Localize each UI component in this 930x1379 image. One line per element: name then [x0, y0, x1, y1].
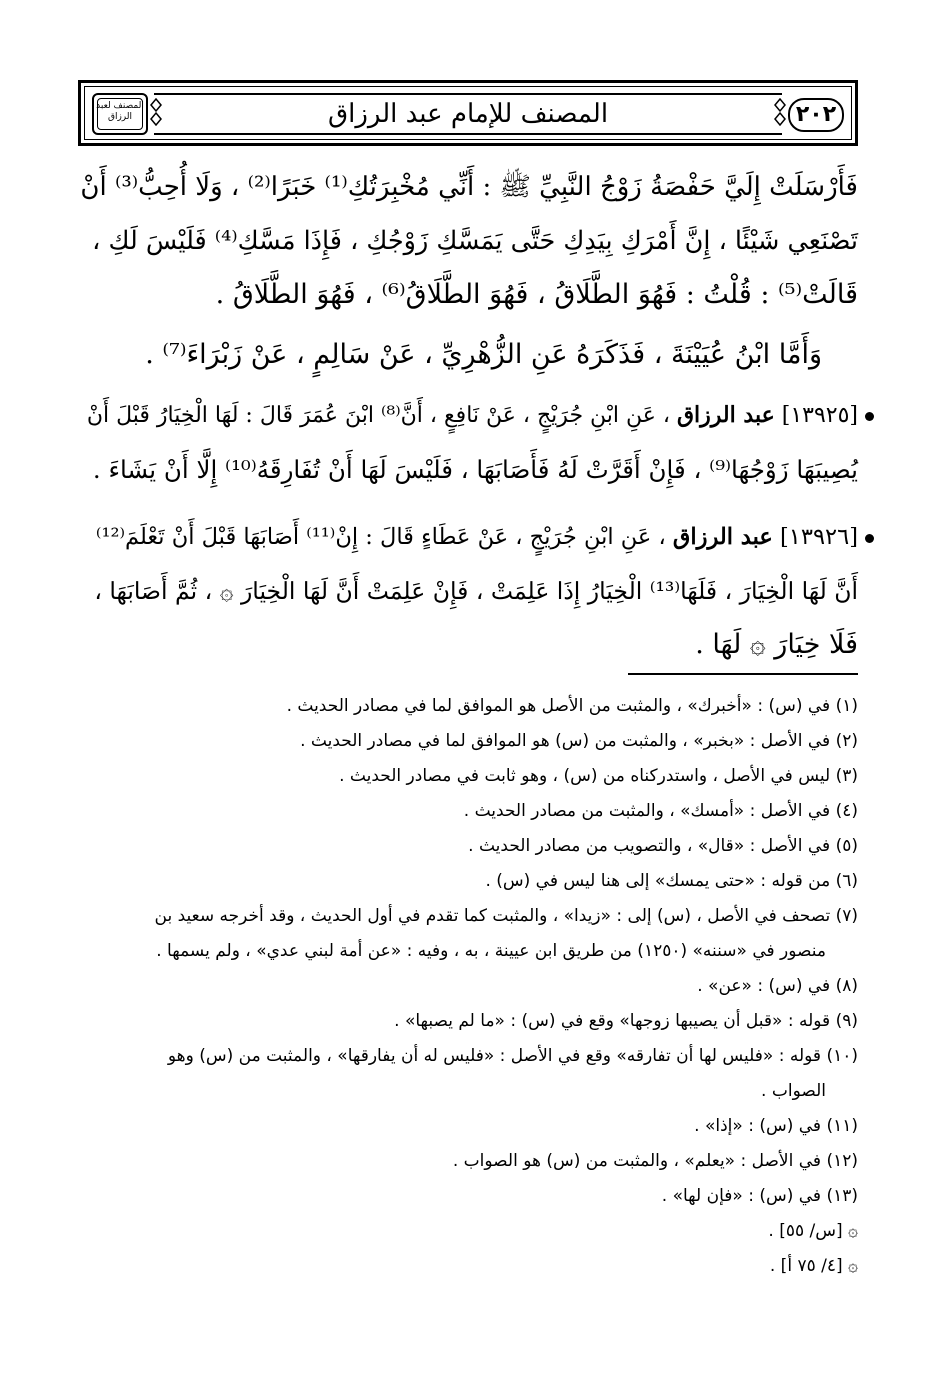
- text-line: ، عَنِ ابْنِ جُرَيْجٍ ، عَنْ عَطَاءٍ قَالَ : إِنْ⁽¹¹⁾ أَصَابَهَا قَبْلَ أَنْ تَعْلَمَ⁽¹²⁾: [95, 524, 666, 550]
- hadith-author: عبد الرزاق: [676, 402, 775, 428]
- text-line: فَلَا خِيَارَ ۞ لَهَا .: [695, 629, 858, 660]
- footnote: (٧) تصحف في الأصل ، (س) إلى : «زيدا» ، والمثبت كما تقدم في أول الحديث ، وقد أخرجه سعيد بن: [154, 906, 858, 926]
- page-header: [78, 80, 858, 146]
- footnote-separator: [628, 673, 858, 675]
- page-title: المصنف للإمام عبد الرزاق: [327, 99, 609, 129]
- book-seal: [92, 93, 148, 135]
- text-line: يُصِيبَهَا زَوْجُهَا⁽⁹⁾ ، فَإِنْ أَقَرَّتْ لَهُ فَأَصَابَهَا ، فَلَيْسَ لَهَا أَنْ تُفَارِقَهُ⁽¹⁰⁾ إِلَّا أَنْ يَشَاءَ .: [92, 455, 858, 484]
- hadith-bullet-icon: [865, 412, 874, 421]
- footnote: (٨) في (س) : «عن» .: [697, 976, 858, 996]
- header-title-band: [154, 93, 782, 135]
- footnote: (٥) في الأصل : «قال» ، والتصويب من مصادر الحديث .: [468, 836, 858, 856]
- text-line: ، عَنِ ابْنِ جُرَيْجٍ ، عَنْ نَافِعٍ ، أَنَّ⁽⁸⁾ ابْنَ عُمَرَ قَالَ : لَهَا الْخِيَارُ قَبْلَ أَنْ: [86, 403, 670, 428]
- footnote: (٣) ليس في الأصل ، واستدركناه من (س) ، وهو ثابت في مصادر الحديث .: [339, 766, 858, 786]
- text-line: وَأَمَّا ابْنُ عُيَيْنَةَ ، فَذَكَرَهُ عَنِ الزُّهْرِيِّ ، عَنْ سَالِمٍ ، عَنْ زَبْرَاءَ⁽⁷⁾ .: [145, 339, 822, 370]
- hadith-number: [١٣٩٢٥]: [781, 403, 858, 428]
- hadith-13926: [80, 510, 858, 672]
- footnote: (٢) في الأصل : «بخبر» ، والمثبت من (س) هو الموافق لما في مصادر الحديث .: [300, 731, 858, 751]
- page-number: ٢٠٢: [788, 98, 844, 132]
- footnote-continuation: منصور في «سننه» (١٢٥٠) من طريق ابن عيينة ، به ، وفيه : «عن أمة لبني عدي» ، ولم يسمها .: [156, 941, 826, 961]
- footnote: (٦) من قوله : «حتى يمسك» إلى هنا ليس في (س) .: [485, 871, 858, 891]
- hadith-first-line: [80, 510, 858, 564]
- footnote-continuation: الصواب .: [761, 1081, 826, 1101]
- hadith-13925: [80, 388, 858, 497]
- text-line: قَالَتْ⁽⁵⁾ : قُلْتُ : فَهُوَ الطَّلَاقُ ، فَهُوَ الطَّلَاقُ⁽⁶⁾ ، فَهُوَ الطَّلَاقُ .: [215, 279, 858, 310]
- hadith-number: [١٣٩٢٦]: [780, 524, 858, 550]
- paragraph-1: [80, 160, 858, 322]
- footnote-page-ref: ۞ [س/ ٥٥] .: [768, 1221, 858, 1241]
- hadith-author: عبد الرزاق: [672, 524, 773, 550]
- paragraph-2: [80, 328, 822, 382]
- seal-text: المصنف لعبد الرزاق: [96, 101, 144, 122]
- text-line: تَصْنَعِي شَيْئًا ، إِنَّ أَمْرَكِ بِيَدِكِ حَتَّى يَمَسَّكِ زَوْجُكِ ، فَإِذَا مَسَّكِ⁽⁴⁾ فَلَيْسَ لَكِ ،: [92, 226, 858, 256]
- footnote: (٩) قوله : «قبل أن يصيبها زوجها» وقع في (س) : «ما لم يصبها» .: [394, 1011, 858, 1031]
- footnote: (١٢) في الأصل : «يعلم» ، والمثبت من (س) هو الصواب .: [452, 1151, 858, 1171]
- ornament-right-icon: [774, 98, 786, 126]
- footnote: (٤) في الأصل : «أمسك» ، والمثبت من مصادر الحديث .: [463, 801, 858, 821]
- text-line: فَأَرْسَلَتْ إِلَيَّ حَفْصَةُ زَوْجُ النَّبِيِّ ﷺ : أَنِّي مُخْبِرَتُكِ⁽¹⁾ خَبَرًا⁽²⁾ ، وَلَا أُحِبُّ⁽³⁾ أَنْ: [80, 172, 858, 202]
- hadith-first-line: [80, 388, 858, 443]
- footnote: (١) في (س) : «أخبرك» ، والمثبت من الأصل هو الموافق لما في مصادر الحديث .: [286, 696, 858, 716]
- footnote: (١٠) قوله : «فليس لها أن تفارقه» وقع في الأصل : «فليس له أن يفارقها» ، والمثبت من (س) وهو: [167, 1046, 858, 1066]
- hadith-bullet-icon: [865, 534, 874, 543]
- text-line: أَنَّ لَهَا الْخِيَارَ ، فَلَهَا⁽¹³⁾ الْخِيَارُ إِذَا عَلِمَتْ ، فَإِنْ عَلِمَتْ أَنَّ لَهَا الْخِيَارَ ۞ ، ثُمَّ أَصَابَهَا ،: [94, 577, 858, 605]
- footnote: (١١) في (س) : «إذا» .: [694, 1116, 858, 1136]
- footnote-page-ref: ۞ [٤/ ٧٥ أ] .: [769, 1256, 858, 1276]
- footnote: (١٣) في (س) : «فإن لها» .: [661, 1186, 858, 1206]
